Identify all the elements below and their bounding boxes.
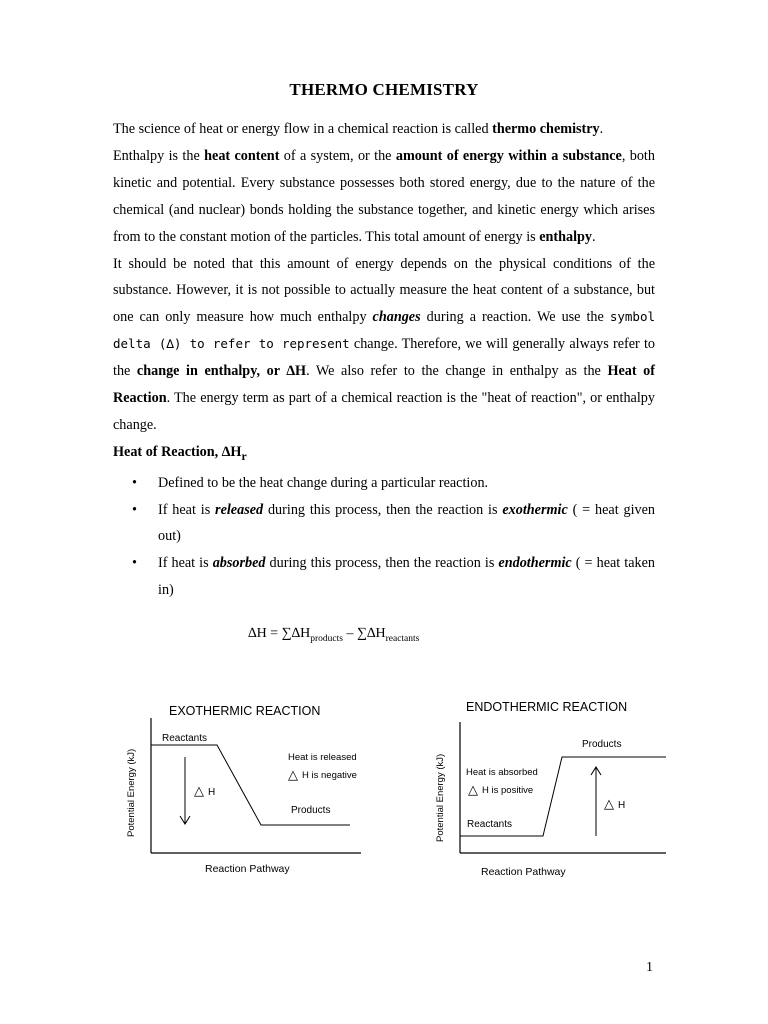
- enthalpy-formula: [248, 626, 419, 644]
- list-item: [113, 497, 655, 551]
- formula-mid: – ∑∆H: [342, 626, 386, 641]
- exo-reactants-label: Reactants: [162, 733, 208, 744]
- text-run: during this process, then the reaction is: [263, 501, 503, 518]
- exo-x-label: Reaction Pathway: [205, 863, 290, 875]
- exo-note-negative: H is negative: [302, 770, 357, 781]
- text-run: , both kinetic and potential. Every substance possesses both stored energy, due to the nature of the chemical (and nuclear) bonds holding the substance together, and kinetic energy which arises from to the constant motion of the particles. This total amount of energy is: [113, 147, 655, 245]
- endothermic-diagram-svg: [428, 692, 678, 882]
- endo-y-label: Potential Energy (kJ): [435, 753, 446, 842]
- text-run: .: [592, 228, 596, 245]
- endo-title: ENDOTHERMIC REACTION: [466, 700, 628, 714]
- page-title: THERMO CHEMISTRY: [289, 80, 479, 99]
- body-text: [113, 116, 655, 604]
- text-run: If heat is: [158, 555, 213, 572]
- endothermic-diagram: [428, 692, 678, 882]
- exo-y-label: Potential Energy (kJ): [126, 748, 137, 837]
- text-run: . The energy term as part of a chemical reaction is the "heat of reaction", or enthalpy change.: [113, 390, 655, 433]
- endo-x-label: Reaction Pathway: [481, 866, 566, 878]
- section-heading: [113, 439, 655, 470]
- heading-subscript: r: [241, 448, 247, 463]
- term-exothermic: exothermic: [502, 501, 568, 518]
- endo-note-absorbed: Heat is absorbed: [466, 767, 538, 778]
- paragraph-enthalpy: [113, 143, 655, 251]
- text-run: ( = heat taken in): [158, 555, 655, 599]
- exo-delta-h-icon: △: [194, 783, 204, 798]
- page-number: 1: [646, 960, 653, 975]
- endo-reactants-label: Reactants: [467, 819, 513, 830]
- bullet-list: [113, 470, 655, 605]
- text-run: It should be noted that this amount of energy depends on the physical conditions of the substance. However, it is not possible to actually measure the heat content of a substance, but one can only measure how much enthalpy: [113, 255, 655, 326]
- text-run-mono: symbol delta (∆) to refer to represent: [113, 309, 655, 352]
- exo-delta-h-label: H: [208, 787, 216, 798]
- endo-products-label: Products: [582, 739, 622, 750]
- exo-title: EXOTHERMIC REACTION: [169, 704, 321, 718]
- text-run: change. Therefore, we will generally always refer to the: [113, 336, 655, 380]
- exothermic-diagram: [118, 695, 368, 885]
- endo-delta-h-icon: △: [604, 796, 614, 811]
- formula-sub-products: products: [310, 633, 343, 644]
- text-run: ( = heat given out): [158, 501, 655, 545]
- endo-delta-icon: △: [468, 782, 478, 797]
- text-run: If heat is: [158, 501, 216, 518]
- term-amount-of-energy: amount of energy within a substance: [395, 147, 622, 164]
- heading-text: Heat of Reaction, ∆H: [113, 443, 242, 460]
- term-thermo-chemistry: thermo chemistry: [492, 121, 600, 137]
- exo-products-label: Products: [291, 805, 331, 816]
- text-run: of a system, or the: [279, 147, 396, 164]
- exo-note-released: Heat is released: [288, 752, 357, 763]
- text-run: . We also refer to the change in enthalpy as the: [306, 363, 608, 380]
- text-run: during a reaction. We use the: [420, 309, 610, 326]
- list-item: [113, 470, 655, 497]
- formula-sub-reactants: reactants: [385, 633, 420, 644]
- endo-note-positive: H is positive: [482, 785, 534, 796]
- term-released: released: [215, 501, 264, 518]
- text-run: .: [599, 121, 604, 137]
- text-run: during this process, then the reaction is: [265, 555, 499, 572]
- exo-delta-icon: △: [288, 767, 298, 782]
- endo-delta-h-label: H: [618, 800, 626, 811]
- term-changes: changes: [372, 309, 421, 326]
- list-item: [113, 550, 655, 604]
- term-enthalpy: enthalpy: [539, 228, 593, 245]
- paragraph-measurement: [113, 251, 655, 439]
- text-run: Enthalpy is the: [113, 147, 205, 164]
- term-change-in-enthalpy: change in enthalpy, or ∆H: [136, 363, 307, 380]
- term-heat-of-reaction: Heat of Reaction: [113, 363, 655, 407]
- text-run: Defined to be the heat change during a particular reaction.: [158, 474, 489, 491]
- text-run: The science of heat or energy flow in a chemical reaction is called: [113, 121, 493, 137]
- formula-lhs: ∆H = ∑∆H: [248, 626, 311, 641]
- paragraph-definition: [113, 116, 655, 143]
- term-absorbed: absorbed: [212, 555, 266, 572]
- exothermic-diagram-svg: [118, 695, 368, 885]
- term-endothermic: endothermic: [498, 555, 572, 572]
- term-heat-content: heat content: [204, 147, 280, 164]
